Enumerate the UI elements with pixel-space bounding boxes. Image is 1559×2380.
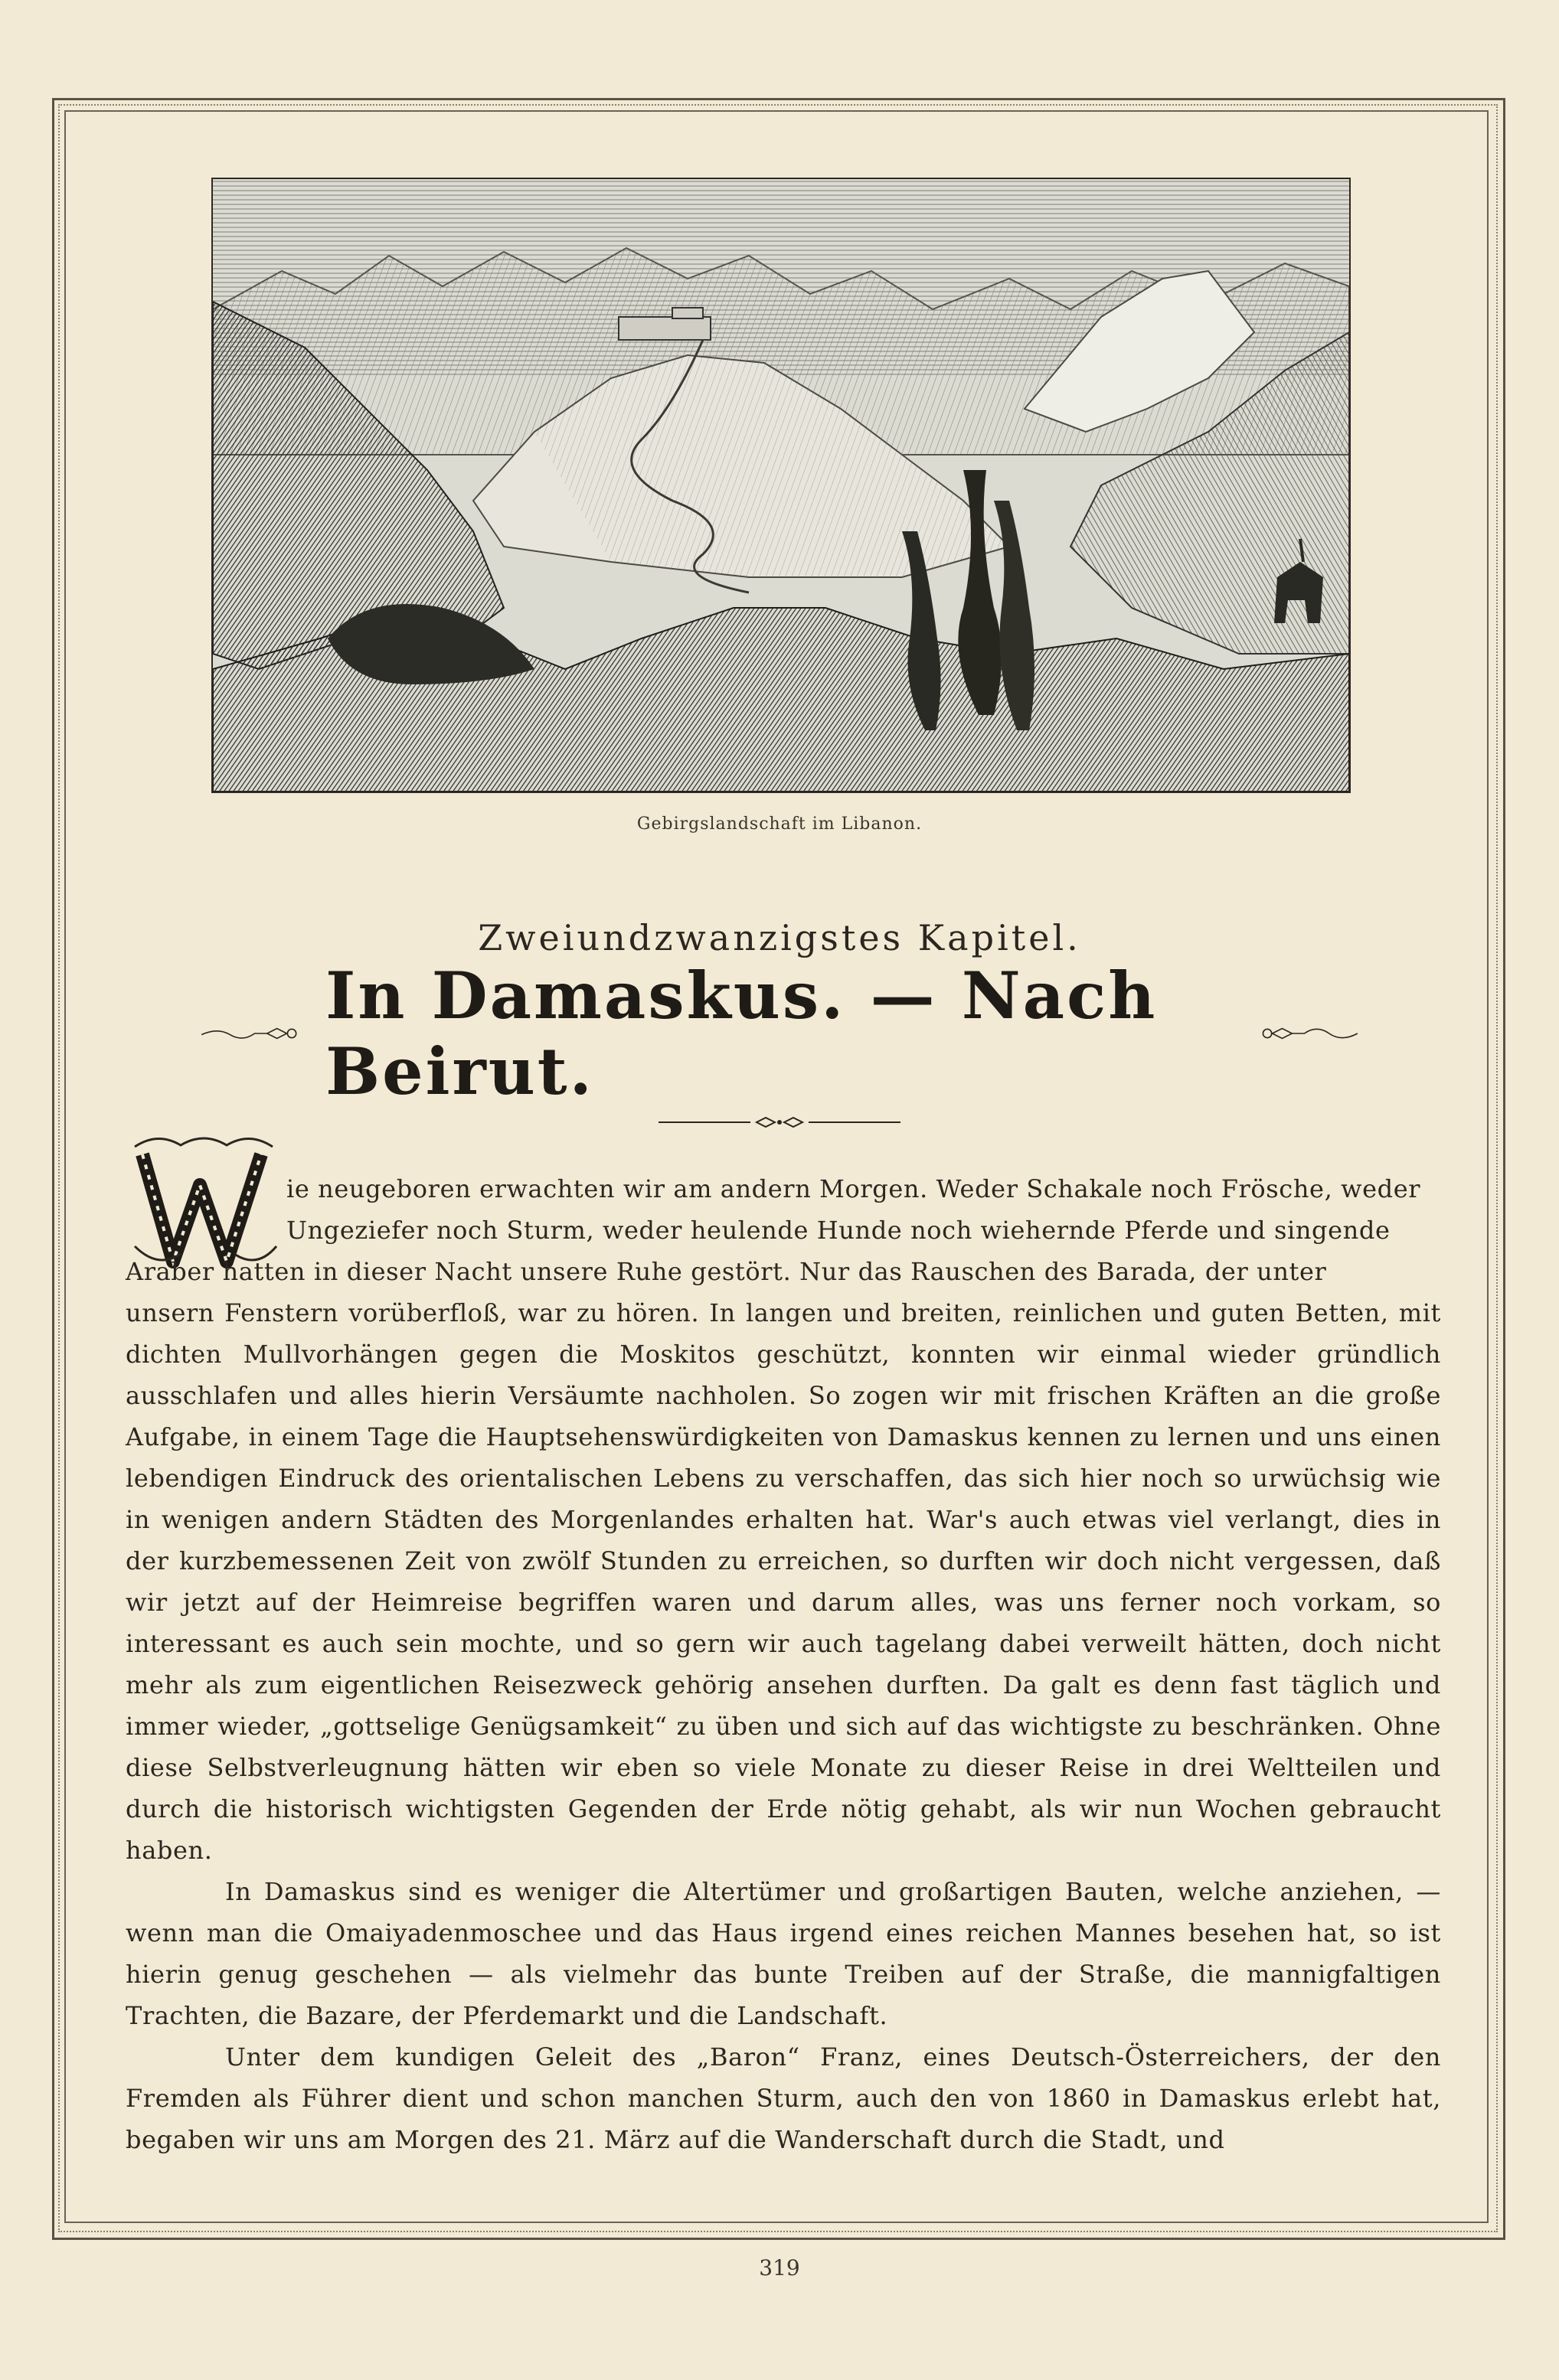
decorative-divider-rule <box>659 1113 900 1131</box>
left-flourish-ornament <box>199 1018 298 1049</box>
paragraph-1-line-1: ie neugeboren erwachten wir am andern Morgen. Weder Schakale noch Frösche, weder <box>286 1174 1421 1203</box>
chapter-title-row <box>199 958 1360 1109</box>
paragraph-1-line-3: Araber hatten in dieser Nacht unsere Ruhe gestört. Nur das Rauschen des Barada, der unter <box>126 1257 1327 1286</box>
paragraph-2: In Damaskus sind es weniger die Altertümer und großartigen Bauten, welche anziehen, — wenn man die Omaiyadenmoschee und das Haus irgend eines reichen Mannes besehen hat, so ist hierin genug geschehen — als vielmehr das bunte Treiben auf der Straße, die mannigfaltigen Trachten, die Bazare, der Pferdemarkt und die Landschaft. <box>126 1877 1441 2030</box>
paragraph-1-continued: unsern Fenstern vorüberfloß, war zu hören. In langen und breiten, reinlichen und guten Betten, mit dichten Mullvorhängen gegen die Moskitos geschützt, konnten wir einmal wieder gründlich ausschlafen und alles hierin Versäumte nachholen. So zogen wir mit frischen Kräften an die große Aufgabe, in einem Tage die Hauptsehenswürdigkeiten von Damaskus kennen zu lernen und uns einen lebendigen Eindruck des orientalischen Lebens zu verschaffen, das sich hier noch so urwüchsig wie in wenigen andern Städten des Morgenlandes erhalten hat. War's auch etwas viel verlangt, dies in der kurzbemessenen Zeit von zwölf Stunden zu erreichen, so durften wir doch nicht vergessen, daß wir jetzt auf der Heimreise begriffen waren und darum alles, was uns ferner noch vorkam, so interessant es auch sein mochte, und so gern wir auch tagelang dabei verweilt hätten, doch nicht mehr als zum eigentlichen Reisezweck gehörig ansehen durften. Da galt es denn fast täglich und immer wieder, „gottselige Genügsamkeit“ zu üben und sich auf das wichtigste zu beschränken. Ohne diese Selbstverleugnung hätten wir eben so viele Monate zu dieser Reise in drei Weltteilen und durch die historisch wichtigsten Gegenden der Erde nötig gehabt, als wir nun Wochen gebraucht haben. <box>126 1298 1441 1865</box>
paragraph-3: Unter dem kundigen Geleit des „Baron“ Franz, eines Deutsch-Österreichers, der den Fremden als Führer dient und schon manchen Sturm, auch den von 1860 in Damaskus erlebt hat, begaben wir uns am Morgen des 21. März auf die Wanderschaft durch die Stadt, und <box>126 2042 1441 2154</box>
chapter-body-text <box>126 1168 1441 2160</box>
paragraph-1-line-2: Ungeziefer noch Sturm, weder heulende Hunde noch wiehernde Pferde und singende <box>286 1216 1391 1245</box>
chapter-title: In Damaskus. — Nach Beirut. <box>325 958 1158 1109</box>
page-number: 319 <box>759 2255 800 2280</box>
chapter-number-heading: Zweiundzwanzigstes Kapitel. <box>478 917 1081 958</box>
illustration-caption: Gebirgslandschaft im Libanon. <box>636 815 923 834</box>
paragraph-1 <box>126 1168 1441 1871</box>
right-flourish-ornament <box>1261 1018 1360 1049</box>
mountain-landscape-illustration <box>211 178 1351 793</box>
